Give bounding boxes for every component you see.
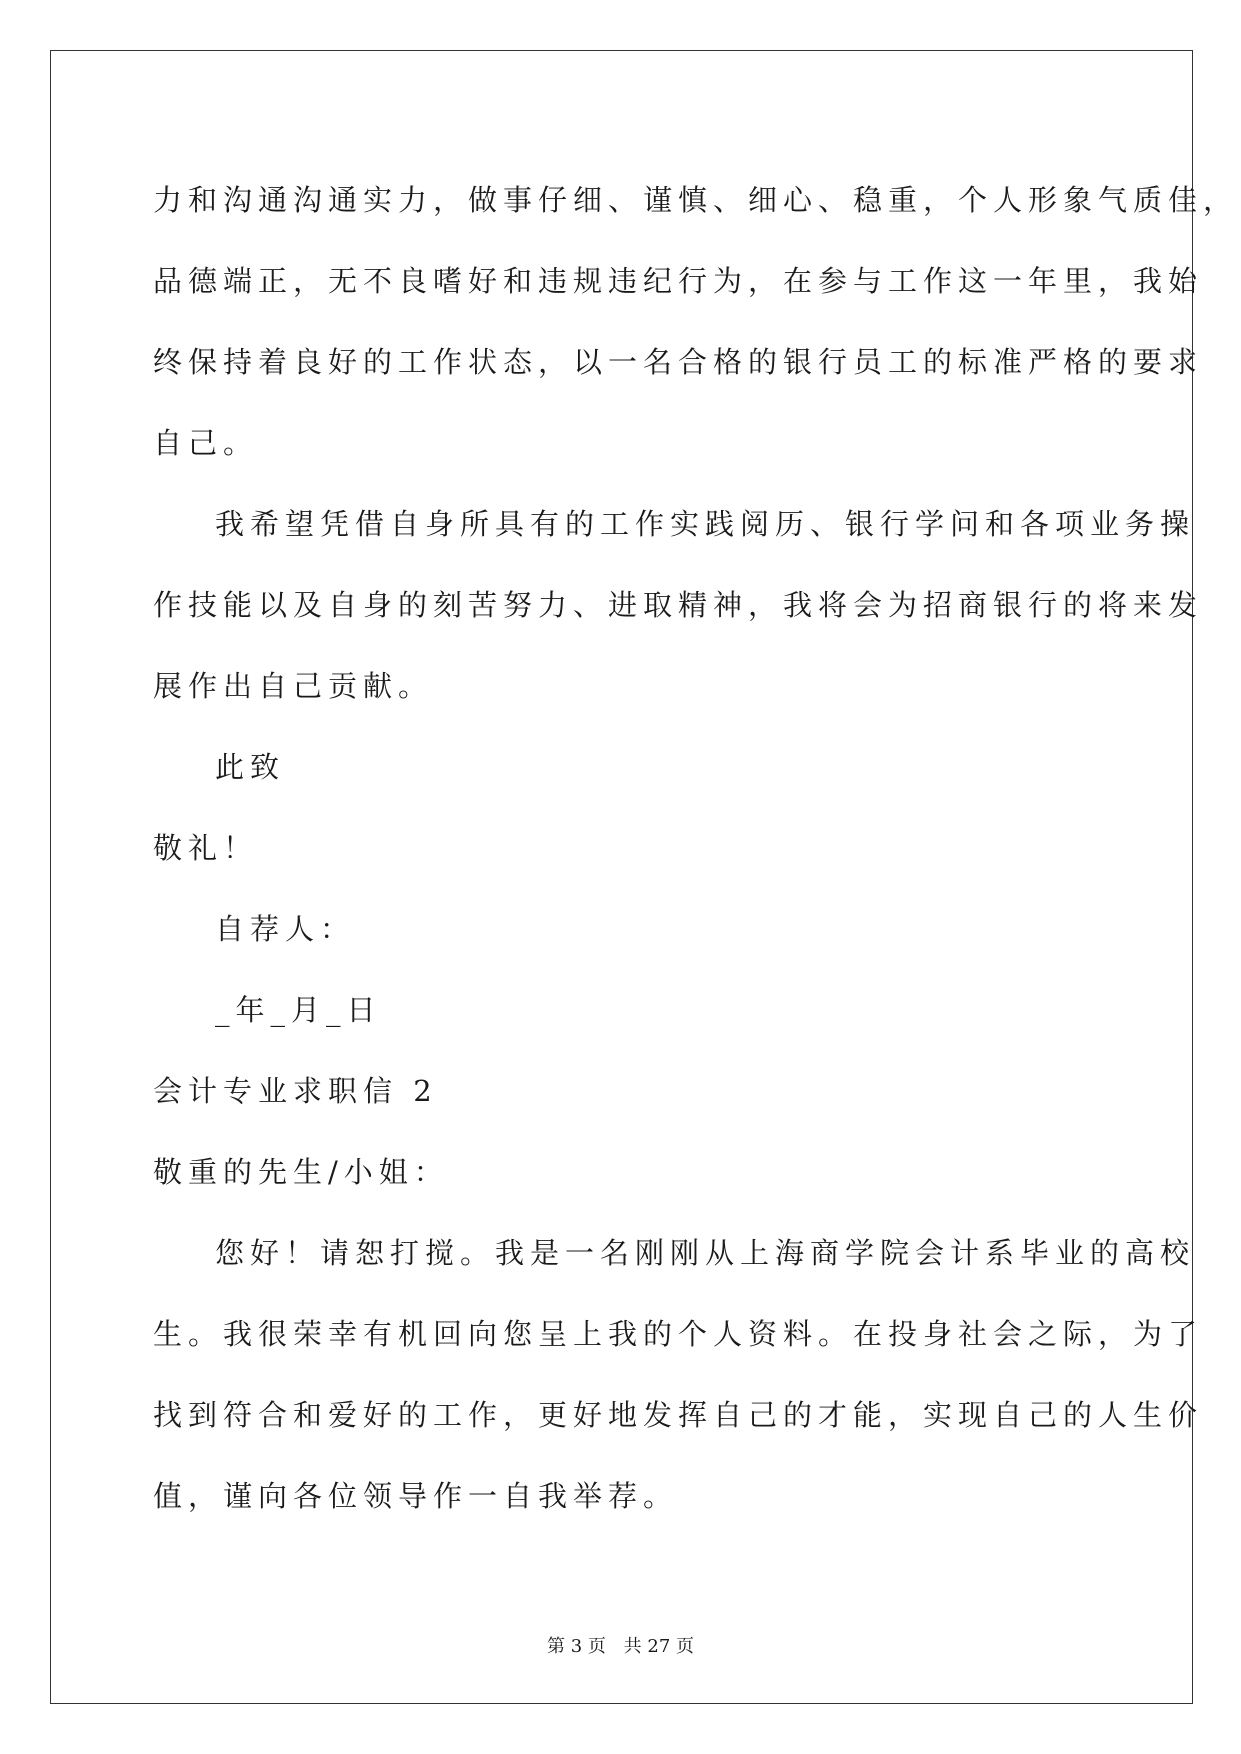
text-line: 力和沟通沟通实力，做事仔细、谨慎、细心、稳重，个人形象气质佳， — [153, 183, 1239, 217]
text-line: 作技能以及自身的刻苦努力、进取精神，我将会为招商银行的将来发 — [153, 588, 1204, 622]
page-footer — [0, 1632, 1241, 1658]
closing-regards: 敬礼！ — [153, 831, 259, 865]
closing-salutation: 此致 — [215, 750, 286, 784]
text-line: 生。我很荣幸有机回向您呈上我的个人资料。在投身社会之际，为了 — [153, 1317, 1204, 1351]
text-line: 我希望凭借自身所具有的工作实践阅历、银行学问和各项业务操 — [215, 507, 1196, 541]
date-line: _年_月_日 — [215, 993, 382, 1027]
document-body — [153, 160, 1239, 1537]
text-line: 展作出自己贡献。 — [153, 669, 434, 703]
text-line: 值，谨向各位领导作一自我举荐。 — [153, 1479, 679, 1513]
text-line: 找到符合和爱好的工作，更好地发挥自己的才能，实现自己的人生价 — [153, 1398, 1204, 1432]
page-number: 第 3 页 — [547, 1636, 606, 1657]
section-title: 会计专业求职信 2 — [153, 1074, 438, 1108]
text-line: 终保持着良好的工作状态，以一名合格的银行员工的标准严格的要求 — [153, 345, 1204, 379]
text-line: 品德端正，无不良嗜好和违规违纪行为，在参与工作这一年里，我始 — [153, 264, 1204, 298]
text-line: 您好！请恕打搅。我是一名刚刚从上海商学院会计系毕业的高校 — [215, 1236, 1196, 1270]
text-line: 自己。 — [153, 426, 259, 460]
page-total: 共 27 页 — [623, 1636, 694, 1657]
greeting: 敬重的先生/小姐： — [153, 1155, 449, 1189]
signature-label: 自荐人： — [215, 912, 356, 946]
